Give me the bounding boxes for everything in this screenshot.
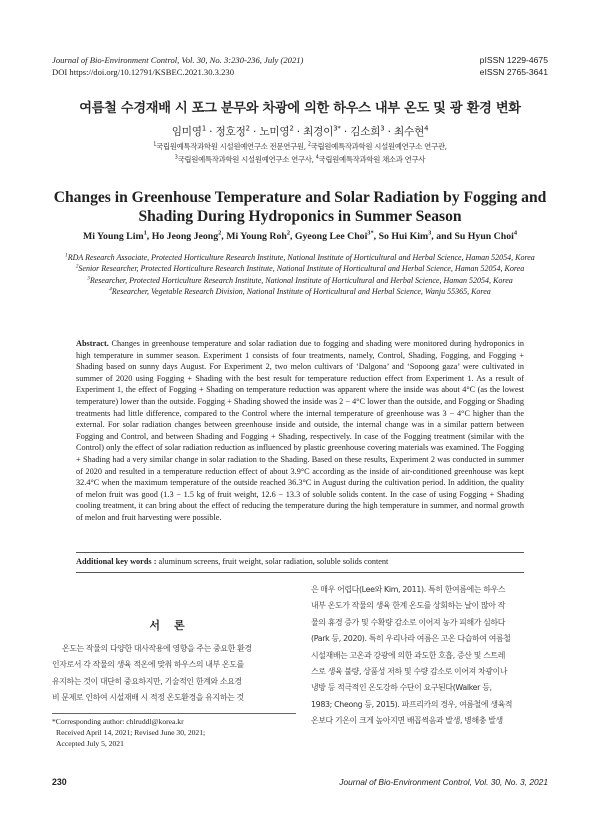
received-date: Received April 14, 2021; Revised June 30, 2021; bbox=[56, 727, 206, 737]
author-name: Ho Jeong Jeong bbox=[151, 231, 219, 242]
footnote bbox=[52, 717, 205, 749]
korean-affiliation-line-1 bbox=[0, 140, 600, 153]
text-line: 시설재배는 고온과 강광에 의한 과도한 호흡, 증산 및 스트레 bbox=[311, 650, 505, 660]
author-name: Gyeong Lee Choi bbox=[294, 231, 368, 242]
footnote-rule bbox=[52, 713, 296, 714]
text-line: 1983; Cheong 등, 2015). 파프리카의 경우, 여름철에 생육적 bbox=[311, 699, 513, 709]
pissn: pISSN 1229-4675 bbox=[479, 55, 548, 65]
abstract-label: Abstract. bbox=[76, 339, 109, 348]
intro-left-column bbox=[52, 641, 296, 707]
affil-sup: 2 bbox=[307, 142, 311, 148]
affiliation-4 bbox=[40, 286, 560, 297]
korean-affiliation-line-2 bbox=[0, 153, 600, 166]
text-line: 스로 생육 불량, 상품성 저하 및 수량 감소로 이어져 차광이나 bbox=[311, 667, 508, 677]
affiliation-1 bbox=[40, 252, 560, 263]
affil-text: RDA Research Associate, Protected Horticulture Research Institute, National Institute of Horticultural and Herbal Science, Haman 52054, Korea bbox=[67, 253, 535, 262]
affil-text: Researcher, Protected Horticulture Research Institute, National Institute of Horticultural and Herbal Science, Haman 52054, Korea bbox=[89, 275, 513, 285]
text-line: 물의 휴경 증가 및 수확량 감소로 이어져 농가 피해가 심하다 bbox=[311, 617, 505, 627]
korean-title: 여름철 수경재배 시 포그 분무와 차광에 의한 하우스 내부 온도 및 광 환경 변화 bbox=[79, 101, 521, 116]
author-sup: 1 bbox=[201, 124, 206, 133]
affil-sup: 1 bbox=[65, 252, 68, 259]
keywords bbox=[76, 557, 388, 566]
english-title-line-2: Shading During Hydroponics in Summer Season bbox=[138, 208, 462, 225]
affil-sup: 1 bbox=[153, 142, 157, 148]
keywords-label: Additional key words : bbox=[76, 557, 157, 566]
author-sup: 2 bbox=[245, 124, 250, 133]
abstract bbox=[76, 338, 524, 524]
author-name: 임미영 bbox=[171, 126, 202, 138]
divider-top bbox=[76, 552, 524, 553]
english-affiliations bbox=[40, 252, 560, 298]
author-name: 최수현 bbox=[394, 126, 425, 138]
author-sup: 1 bbox=[143, 229, 147, 237]
author-sup: 3 bbox=[428, 229, 432, 237]
author-name: So Hui Kim bbox=[378, 231, 429, 242]
journal-header bbox=[52, 55, 303, 78]
author-sup: 4 bbox=[424, 124, 429, 133]
affil-text: 국립원예특작과학원 시설원예연구소 연구관, bbox=[310, 142, 447, 151]
affil-sup: 4 bbox=[315, 155, 319, 161]
intro-right-column bbox=[311, 582, 549, 730]
author-sup: 2 bbox=[286, 229, 290, 237]
korean-authors: 임미영$^1$ · 정호정$^2$ · 노미영$^2$ · 최경이$^{3*}$ · 김소희$^3$ · 최수현$^4$ bbox=[171, 124, 429, 138]
author-name: Mi Young Roh bbox=[226, 231, 287, 242]
issn-block bbox=[480, 55, 548, 78]
affil-sup: 2 bbox=[75, 263, 79, 270]
text-line: (Park 등, 2020). 특히 우리나라 여름은 고온 다습하여 여름철 bbox=[311, 634, 511, 644]
journal-citation: Journal of Bio-Environment Control, Vol. 30, No. 3:230-236, July (2021) bbox=[52, 55, 304, 65]
author-sup: 2 bbox=[289, 124, 294, 133]
affil-sup: 3 bbox=[174, 155, 178, 161]
text-line: 온보다 기온이 크게 높아지면 배꼽썩음과 발생, 병해충 발생 bbox=[311, 716, 503, 726]
author-sup: 2 bbox=[218, 229, 222, 237]
affil-text: Senior Researcher, Protected Horticulture Research Institute, National Institute of Horticultural and Herbal Science, Haman 52054, Korea bbox=[78, 264, 525, 274]
text-line: 은 매우 어렵다(Lee와 Kim, 2011). 특히 한여름에는 하우스 bbox=[311, 585, 506, 594]
author-sup: 3 bbox=[380, 124, 385, 133]
page-number: 230 bbox=[52, 777, 67, 787]
affil-text: Researcher, Vegetable Research Division, National Institute of Horticultural and Herbal Science, Wanju 55365, Korea bbox=[111, 287, 491, 297]
author-name: 최경이 bbox=[303, 126, 334, 138]
author-name: 노미영 bbox=[259, 126, 290, 138]
author-sup: 3* bbox=[367, 229, 374, 237]
text-line: 유지하는 것이 대단히 중요하지만, 기술적인 한계와 소요경 bbox=[52, 676, 242, 686]
author-sup: 4 bbox=[513, 229, 517, 237]
english-authors: Mi Young Lim$^1$, Ho Jeong Jeong$^2$, Mi Young Roh$^2$, Gyeong Lee Choi$^{3*}$, So Hui Kim$^3$, and Su Hyun Choi$^4$ bbox=[83, 229, 517, 242]
affiliation-3 bbox=[40, 275, 560, 286]
author-name: Mi Young Lim bbox=[83, 231, 144, 242]
english-title-line-1: Changes in Greenhouse Temperature and Solar Radiation by Fogging and bbox=[53, 189, 547, 206]
footer-journal: Journal of Bio-Environment Control, Vol. 30, No. 3, 2021 bbox=[339, 777, 548, 787]
author-name: Su Hyun Choi bbox=[454, 231, 514, 242]
keywords-text: aluminum screens, fruit weight, solar radiation, soluble solids content bbox=[158, 557, 389, 566]
affil-sup: 3 bbox=[87, 275, 90, 282]
affil-text: 국립원예특작과학원 시설원예연구소 연구사, bbox=[177, 155, 316, 164]
author-name: 정호정 bbox=[215, 126, 246, 138]
divider-bottom bbox=[76, 572, 524, 573]
doi-line: DOI https://doi.org/10.12791/KSBEC.2021.30.3.230 bbox=[52, 66, 234, 77]
text-line: 온도는 작물의 다양한 대사작용에 영향을 주는 중요한 환경 bbox=[62, 644, 252, 653]
accepted-date: Accepted July 5, 2021 bbox=[56, 738, 124, 748]
author-name: 김소희 bbox=[350, 126, 381, 138]
text-line: 인자로서 각 작물의 생육 적온에 맞춰 하우스의 내부 온도를 bbox=[52, 660, 244, 670]
affil-text: 국립원예특작과학원 시설원예연구소 전문연구원, bbox=[156, 142, 308, 151]
section-heading: 서론 bbox=[149, 619, 199, 632]
text-line: 내부 온도가 작물의 생육 한계 온도를 상회하는 날이 많아 작 bbox=[311, 601, 505, 611]
eissn: eISSN 2765-3641 bbox=[479, 66, 548, 77]
abstract-text: Changes in greenhouse temperature and solar radiation due to fogging and shading were monitored during hydroponics in high temperature in summer season. Experiment 1 consists of four treatments, namely, Control, Shading, Fogging, and Fogging + Shading based on sunny days August. For Experiment 2, two melon cultivars of ‘Dalgona’ and ‘Sopoong gaza’ were cultivated in summer of 2020 using Fogging + Shading with the best result for temperature reduction effect from Experiment 1. As a result of Experiment 1, the effect of Fogging + Shading on temperature reduction was apparent where the inside was about 4°C (as the lowest temperature) lower than the outside. Fogging + Shading showed the inside was 2 − 4°C lower than the outside, and Fogging or Shading treatments had little difference, compared to the Control where the internal temperature of greenhouse was 3 − 4°C higher than the external. For solar radiation changes between greenhouse inside and outside, the internal change was in a similar pattern between Fogging and Control, and between Shading and Fogging + Shading, respectively. In case of the Fogging treatment (similar with the Control) only the effect of solar radiation reduction as influenced by plastic greenhouse covering materials was examined. The Fogging + Shading had a very similar change in solar radiation to the Shading. Based on these results, Experiment 2 was conducted in summer of 2020 and resulted in a temperature reduction effect of about 3.9°C according as the inside of air-conditioned greenhouse was kept 32.4°C when the maximum temperature of the outside reached 36.3°C in August during the cultivation period. In addition, the quality of melon fruit was good (1.3 − 1.5 kg of fruit weight, 12.6 − 13.3 of soluble solids content. In the case of using Fogging + Shading cooling treatment, it can bring about the effect of reducing the temperature during the high temperature in summer, and normal growth of melon and fruit harvesting were possible. bbox=[76, 339, 525, 522]
text-line: 냉방 등 적극적인 온도강하 수단이 요구된다(Walker 등, bbox=[311, 683, 492, 693]
affil-sup: 4 bbox=[109, 286, 112, 293]
affil-text: 국립원예특작과학원 채소과 연구사 bbox=[318, 155, 426, 164]
text-line: 비 문제로 인하여 시설재배 시 적정 온도환경을 유지하는 것 bbox=[52, 693, 244, 703]
author-sup: 3* bbox=[333, 124, 341, 133]
english-title bbox=[0, 188, 600, 226]
corresponding-author: *Corresponding author: chlruddl@korea.kr bbox=[52, 717, 184, 726]
affiliation-2 bbox=[40, 263, 560, 274]
